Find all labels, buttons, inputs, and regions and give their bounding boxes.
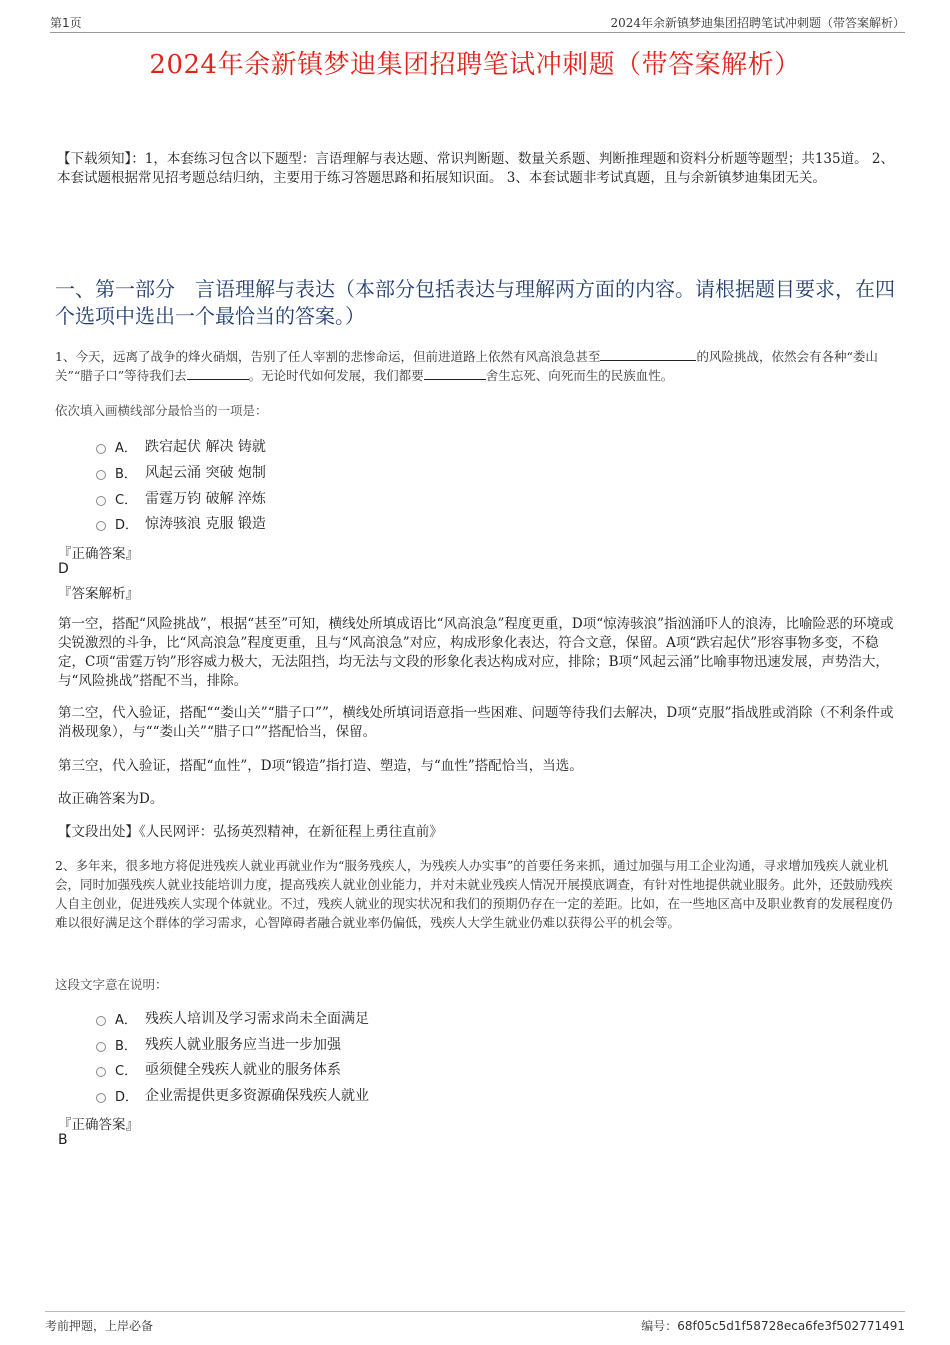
- option-text: 雷霆万钧 破解 淬炼: [145, 491, 266, 507]
- question-2-answer: B: [58, 1132, 68, 1148]
- analysis-paragraph: 第二空，代入验证，搭配““娄山关”“腊子口””，横线处所填词语意指一些困难、问题等待我们去解决，D项“克服”指战胜或消除（不利条件或消极现象），与““娄山关”“腊子口””搭配恰当，保留。: [58, 705, 894, 740]
- header-doc-title: 2024年余新镇梦迪集团招聘笔试冲刺题（带答案解析）: [610, 16, 905, 30]
- option-letter: B．: [115, 466, 137, 482]
- question-2-option-d[interactable]: [96, 1085, 369, 1105]
- option-letter: A．: [115, 440, 137, 456]
- question-2-option-a[interactable]: [96, 1008, 369, 1028]
- fill-blank: [600, 347, 696, 361]
- question-2-text: 2、多年来，很多地方将促进残疾人就业再就业作为“服务残疾人，为残疾人办实事”的首要任务来抓，通过加强与用工企业沟通，寻求增加残疾人就业机会，同时加强残疾人就业技能培训力度，提高残疾人就业创业能力，并对未就业残疾人情况开展摸底调查，有针对性地提供就业服务。此外，还鼓励残疾人自主创业，促进残疾人实现个体就业。不过，残疾人就业的现实状况和我们的预期仍存在一定的差距。比如，在一些地区高中及职业教育的发展程度仍难以很好满足这个群体的学习需求，心智障碍者融合就业率仍偏低，残疾人大学生就业仍难以获得公平的机会等。: [55, 858, 893, 930]
- question-1-option-c[interactable]: [96, 488, 266, 508]
- radio-icon[interactable]: [96, 496, 106, 506]
- fill-blank: [424, 366, 486, 380]
- analysis-paragraph: 第一空，搭配“风险挑战”，根据“甚至”可知，横线处所填成语比“风高浪急”程度更重，D项“惊涛骇浪”指汹涌吓人的浪涛，比喻险恶的环境或尖锐激烈的斗争，比“风高浪急”程度更重，且与“风高浪急”对应，构成形象化表达，符合文意，保留。A项“跌宕起伏”形容事物多变，不稳定，C项“雷霆万钧”形容威力极大，无法阻挡，均无法与文段的形象化表达构成对应，排除；B项“风起云涌”比喻事物迅速发展，声势浩大，与“风险挑战”搭配不当，排除。: [58, 616, 894, 689]
- question-2-answer-label: 『正确答案』: [58, 1117, 139, 1133]
- radio-icon[interactable]: [96, 1067, 106, 1077]
- question-1-option-a[interactable]: [96, 436, 266, 456]
- question-1-answer: D: [58, 561, 69, 577]
- page-number: 第1页: [50, 16, 82, 30]
- question-1-option-d[interactable]: [96, 513, 266, 533]
- option-text: 亟须健全残疾人就业的服务体系: [145, 1062, 341, 1078]
- option-text: 残疾人就业服务应当进一步加强: [145, 1037, 341, 1053]
- question-1-instruction: 依次填入画横线部分最恰当的一项是：: [55, 403, 268, 418]
- option-text: 企业需提供更多资源确保残疾人就业: [145, 1088, 369, 1104]
- option-letter: D．: [115, 1089, 139, 1105]
- radio-icon[interactable]: [96, 1042, 106, 1052]
- option-text: 风起云涌 突破 炮制: [145, 465, 266, 481]
- option-letter: C．: [115, 492, 138, 508]
- section-heading: 一、第一部分 言语理解与表达（本部分包括表达与理解两方面的内容。请根据题目要求，在四个选项中选出一个最恰当的答案。）: [55, 277, 895, 328]
- radio-icon[interactable]: [96, 1016, 106, 1026]
- question-1-option-b[interactable]: [96, 462, 266, 482]
- radio-icon[interactable]: [96, 521, 106, 531]
- question-1-text: [55, 347, 900, 385]
- option-text: 惊涛骇浪 克服 锻造: [145, 516, 266, 532]
- footer-slogan: 考前押题，上岸必备: [45, 1319, 154, 1333]
- analysis-conclusion: 故正确答案为D。: [58, 791, 164, 807]
- radio-icon[interactable]: [96, 1093, 106, 1103]
- question-1-text-part: 1、今天，远离了战争的烽火硝烟，告别了任人宰割的悲惨命运，但前进道路上依然有风高浪急甚至: [55, 349, 601, 364]
- question-2-instruction: 这段文字意在说明：: [55, 977, 168, 992]
- question-1-text-part: 舍生忘死、向死而生的民族血性。: [485, 368, 674, 383]
- option-text: 跌宕起伏 解决 铸就: [145, 439, 266, 455]
- question-1-analysis-label: 『答案解析』: [58, 586, 139, 602]
- question-1-text-part: 的风险挑战，依然会有各种“娄山关”“腊子口”等待我们去: [55, 349, 878, 383]
- source-citation: 【文段出处】《人民网评：弘扬英烈精神，在新征程上勇往直前》: [58, 824, 443, 840]
- question-2-option-b[interactable]: [96, 1034, 341, 1054]
- question-1-answer-label: 『正确答案』: [58, 546, 139, 562]
- option-text: 残疾人培训及学习需求尚未全面满足: [145, 1011, 369, 1027]
- page-footer: [45, 1311, 905, 1334]
- option-letter: A．: [115, 1012, 137, 1028]
- question-1-text-part: 。无论时代如何发展，我们都要: [248, 368, 424, 383]
- fill-blank: [187, 366, 249, 380]
- option-letter: B．: [115, 1038, 137, 1054]
- radio-icon[interactable]: [96, 444, 106, 454]
- analysis-paragraph: 第三空，代入验证，搭配“血性”，D项“锻造”指打造、塑造，与“血性”搭配恰当，当选。: [58, 758, 583, 774]
- document-id: 编号：68f05c5d1f58728eca6fe3f502771491: [641, 1319, 905, 1333]
- option-letter: C．: [115, 1063, 138, 1079]
- option-letter: D．: [115, 517, 139, 533]
- download-notice: 【下载须知】：1，本套练习包含以下题型：言语理解与表达题、常识判断题、数量关系题、判断推理题和资料分析题等题型；共135道。 2、本套试题根据常见招考题总结归纳，主要用于练习答题思路和拓展知识面。 3、本套试题非考试真题，且与余新镇梦迪集团无关。: [57, 151, 894, 186]
- radio-icon[interactable]: [96, 470, 106, 480]
- page-header: [50, 14, 905, 33]
- question-2-option-c[interactable]: [96, 1059, 341, 1079]
- document-title: 2024年余新镇梦迪集团招聘笔试冲刺题（带答案解析）: [149, 50, 801, 80]
